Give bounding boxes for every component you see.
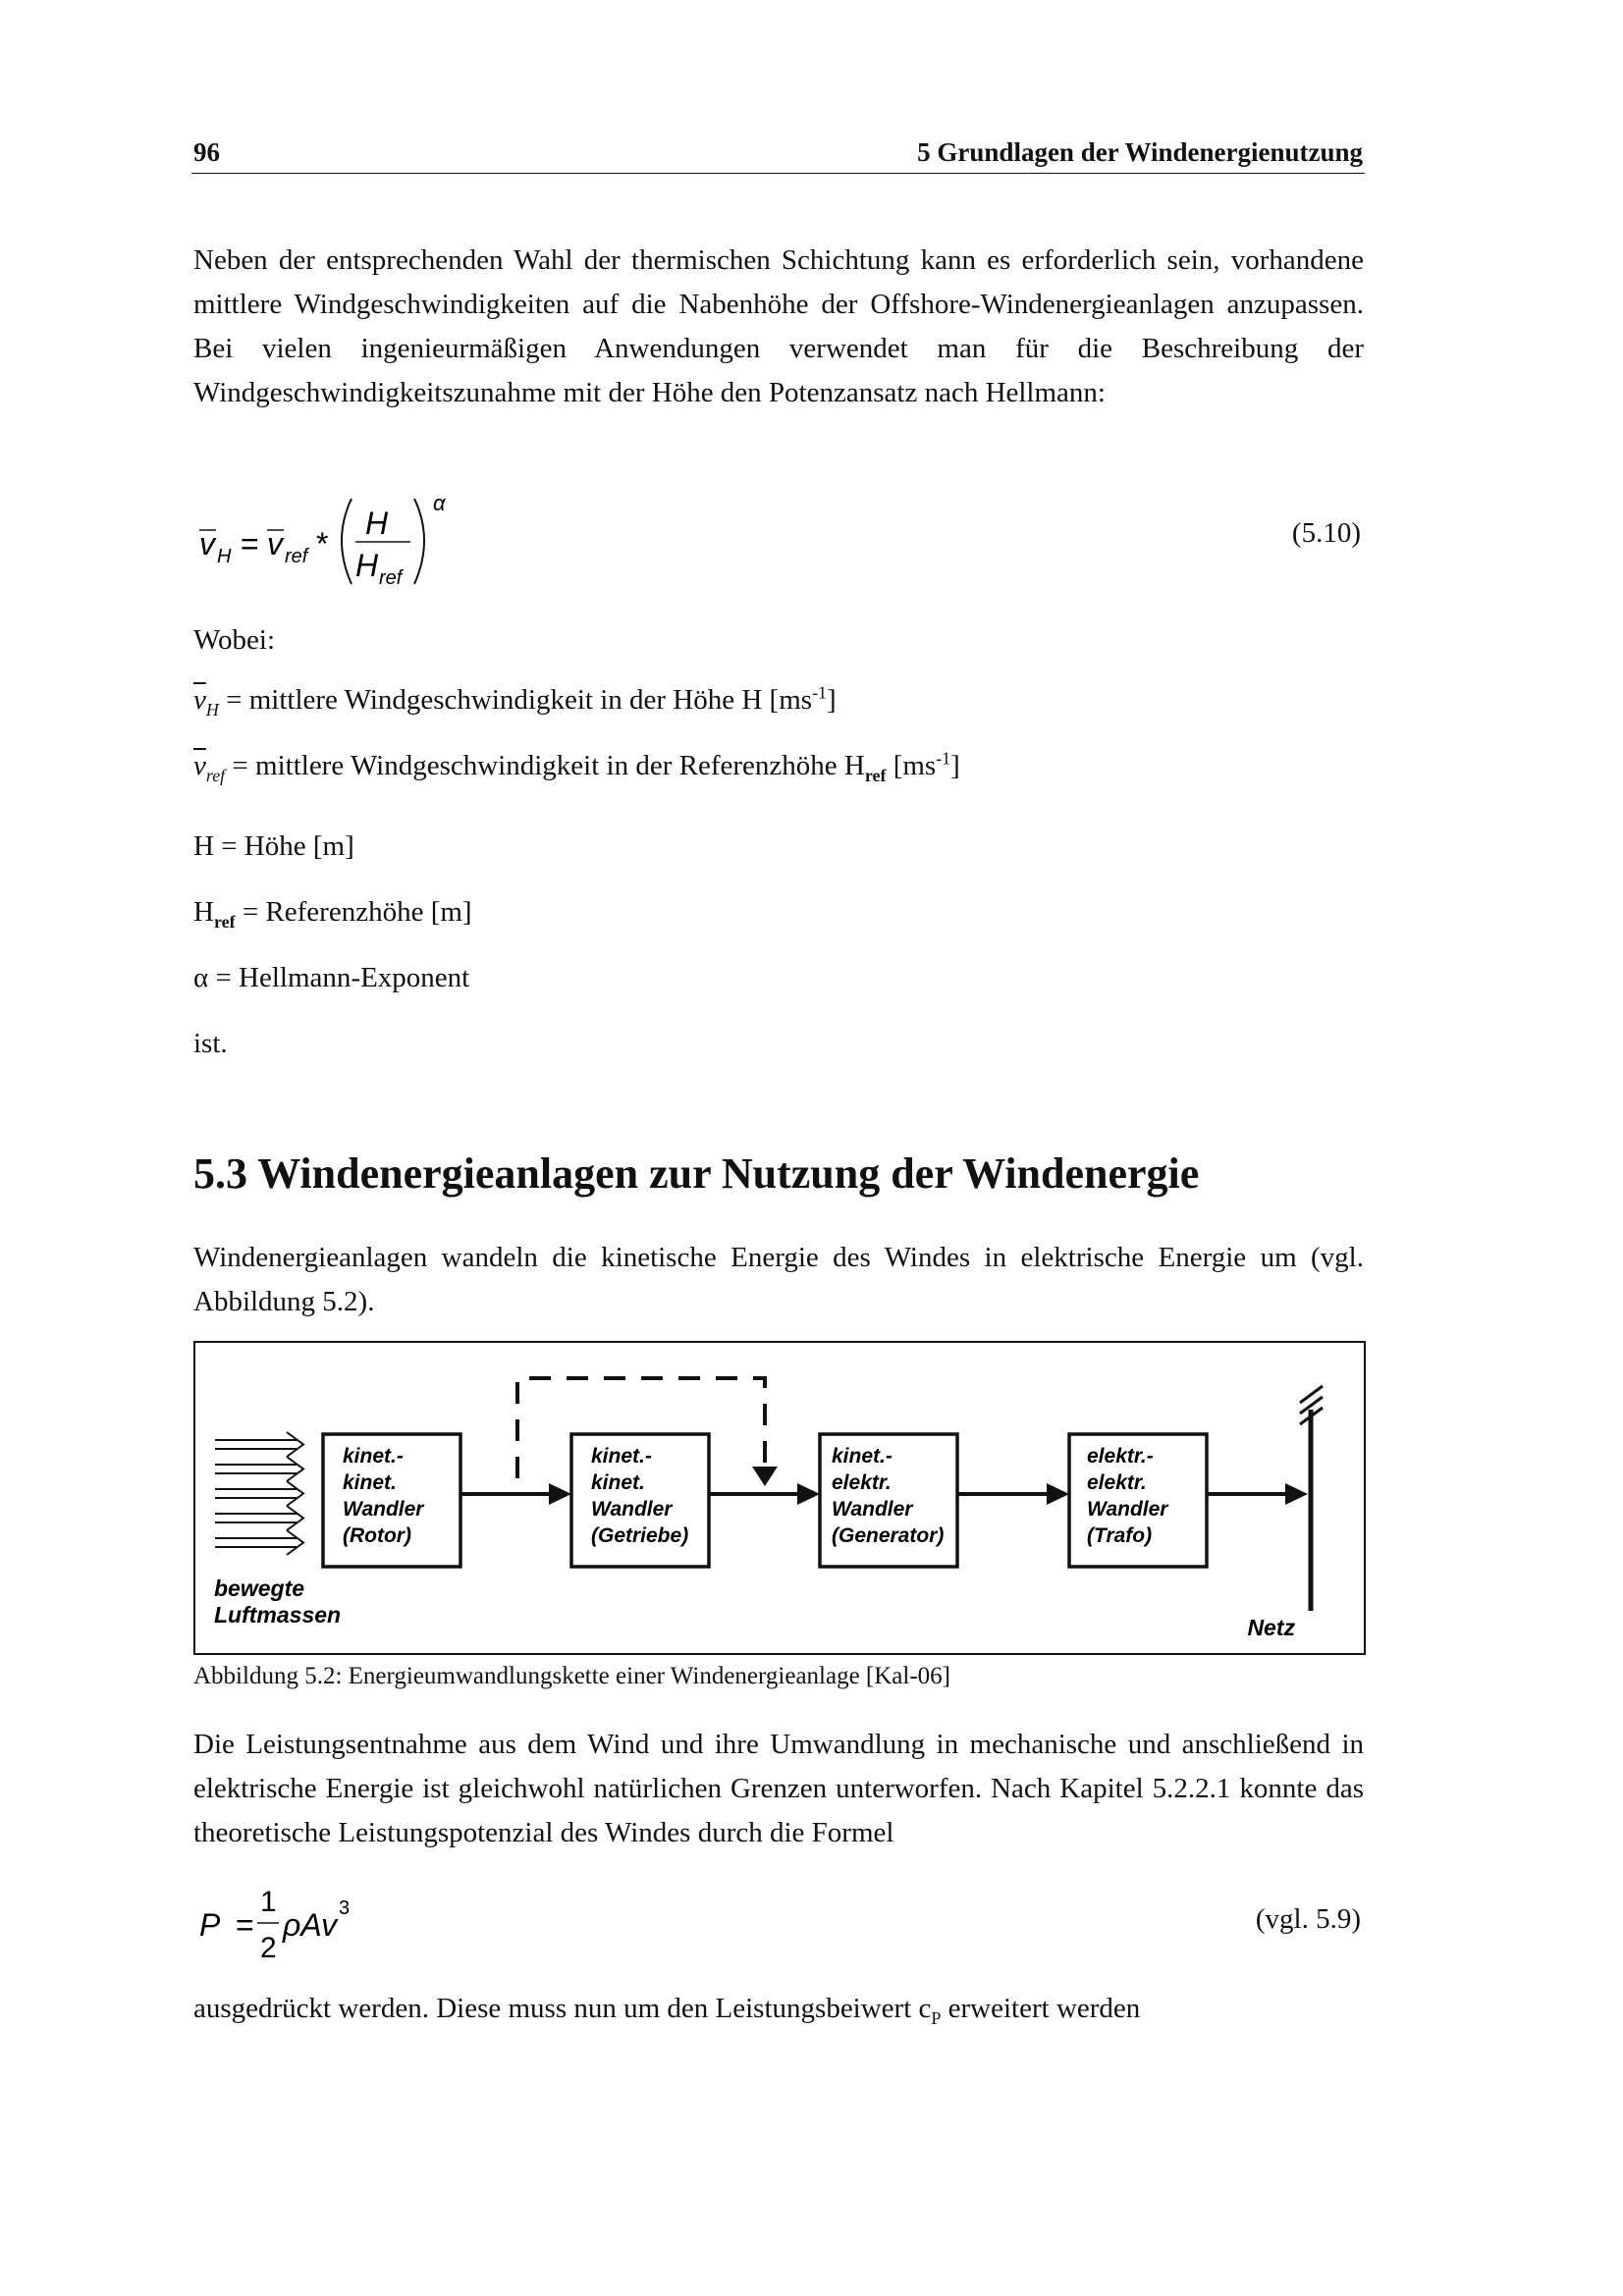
eq2-power: 3 <box>339 1897 351 1919</box>
def-vh-close: ] <box>827 684 837 716</box>
equation-number-1: (5.10) <box>1291 517 1361 549</box>
equation-hellmann <box>196 491 1365 599</box>
def-vref-exp: -1 <box>936 748 951 769</box>
eq-v-h: v <box>199 526 215 561</box>
running-header: 5 Grundlagen der Windenergienutzung <box>917 137 1363 167</box>
def-vh-exp: -1 <box>812 682 828 703</box>
def-vref-symbol: $\overline{v}$ <box>193 750 206 781</box>
def-h: H = Höhe [m] <box>193 830 354 862</box>
section-paragraph: Windenergieanlagen wandeln die kinetische Energie des Windes in elektrische Energie um (vgl. Abbildung 5.2). <box>193 1242 1364 1317</box>
transformer-line-1: elektr.- <box>1087 1445 1154 1468</box>
paragraph-2: Die Leistungsentnahme aus dem Wind und ihre Umwandlung in mechanische und anschließend in elektrische Energie ist gleichwohl natürlichen Grenzen unterworfen. Nach Kapitel 5.2.2.1 konnte das theoretische Leistungspotenzial des Windes durch die Formel <box>193 1729 1364 1848</box>
def-alpha: α = Hellmann-Exponent <box>193 962 470 993</box>
rotor-line-2: kinet. <box>343 1471 397 1494</box>
energy-chain-diagram <box>193 1341 1366 1655</box>
generator-line-3: Wandler <box>832 1498 913 1521</box>
def-href-sub: ref <box>213 911 236 932</box>
eq-exponent: α <box>433 491 446 515</box>
def-vh-sub: H <box>205 699 219 720</box>
figure-caption: Abbildung 5.2: Energieumwandlungskette einer Windenergieanlage [Kal-06] <box>193 1663 950 1689</box>
transformer-line-2: elektr. <box>1087 1471 1147 1494</box>
def-ist: ist. <box>193 1028 228 1059</box>
eq-sub-h: H <box>217 546 232 567</box>
def-href <box>193 896 472 932</box>
eq-paren-left <box>342 499 352 584</box>
generator-line-1: kinet.- <box>832 1445 893 1468</box>
final-text: ausgedrückt werden. Diese muss nun um den Leistungsbeiwert c <box>193 1993 932 2024</box>
rotor-line-3: Wandler <box>343 1498 424 1521</box>
final-line <box>193 1993 1141 2028</box>
def-vref-sub: ref <box>205 765 226 785</box>
equation-power-formula <box>196 1877 452 1965</box>
eq-equals: = <box>241 526 259 561</box>
eq-star: * <box>316 526 329 561</box>
eq-paren-right <box>414 499 424 584</box>
def-vref <box>193 748 960 785</box>
def-href-h: H <box>193 896 214 928</box>
final-end: erweitert werden <box>941 1993 1141 2024</box>
eq2-rest: ρAv <box>283 1907 338 1943</box>
generator-line-4: (Generator) <box>832 1524 945 1547</box>
def-vh-text: = mittlere Windgeschwindigkeit in der Höhe H [ms <box>226 684 813 716</box>
def-vref-close: ] <box>950 750 960 781</box>
header-rule <box>191 173 1365 174</box>
gearbox-line-3: Wandler <box>591 1498 673 1521</box>
eq2-equals: = <box>236 1907 254 1943</box>
rotor-line-1: kinet.- <box>343 1445 404 1468</box>
air-label-2: Luftmassen <box>214 1602 342 1628</box>
final-sub: P <box>931 2007 942 2028</box>
intro-paragraph: Neben der entsprechenden Wahl der thermischen Schichtung kann es erforderlich sein, vorhandene mittlere Windgeschwindigkeiten auf die Nabenhöhe der Offshore-Windenergieanlagen anzupassen. Bei vielen ingenieurmäßigen Anwendungen verwendet man für die Beschreibung der Windgeschwindigkeitszunahme mit der Höhe den Potenzansatz nach Hellmann: <box>193 244 1364 408</box>
def-vref-href-sub: ref <box>864 765 887 785</box>
def-vref-unit: [ms <box>886 750 937 781</box>
air-label-1: bewegte <box>214 1575 305 1601</box>
generator-line-2: elektr. <box>832 1471 892 1494</box>
gearbox-line-2: kinet. <box>591 1471 645 1494</box>
equation-power <box>196 1877 1365 1965</box>
eq2-p: P <box>199 1907 221 1943</box>
transformer-line-4: (Trafo) <box>1087 1524 1153 1547</box>
def-vh-symbol: $\overline{v}$ <box>193 684 206 716</box>
eq2-den: 2 <box>260 1932 277 1964</box>
wobei-label: Wobei: <box>193 624 276 656</box>
eq-num: H <box>365 506 389 541</box>
gearbox-line-4: (Getriebe) <box>591 1524 689 1547</box>
eq-sub-ref: ref <box>285 546 308 567</box>
def-vh <box>193 682 837 720</box>
equation-hellmann-formula <box>196 491 668 599</box>
gearbox-line-1: kinet.- <box>591 1445 652 1468</box>
grid-label: Netz <box>1247 1615 1295 1640</box>
def-vref-text: = mittlere Windgeschwindigkeit in der Referenzhöhe H <box>232 750 865 781</box>
eq-v-ref: v <box>267 526 283 561</box>
transformer-line-3: Wandler <box>1087 1498 1168 1521</box>
rotor-line-4: (Rotor) <box>343 1524 411 1547</box>
section-heading: 5.3 Windenergieanlagen zur Nutzung der Windenergie <box>193 1149 1200 1198</box>
equation-number-2: (vgl. 5.9) <box>1255 1903 1361 1935</box>
eq2-num: 1 <box>260 1886 277 1918</box>
eq-den-sub: ref <box>379 567 403 589</box>
def-href-text: = Referenzhöhe [m] <box>235 896 472 928</box>
page-number: 96 <box>193 137 220 167</box>
eq-den: H <box>355 548 379 583</box>
